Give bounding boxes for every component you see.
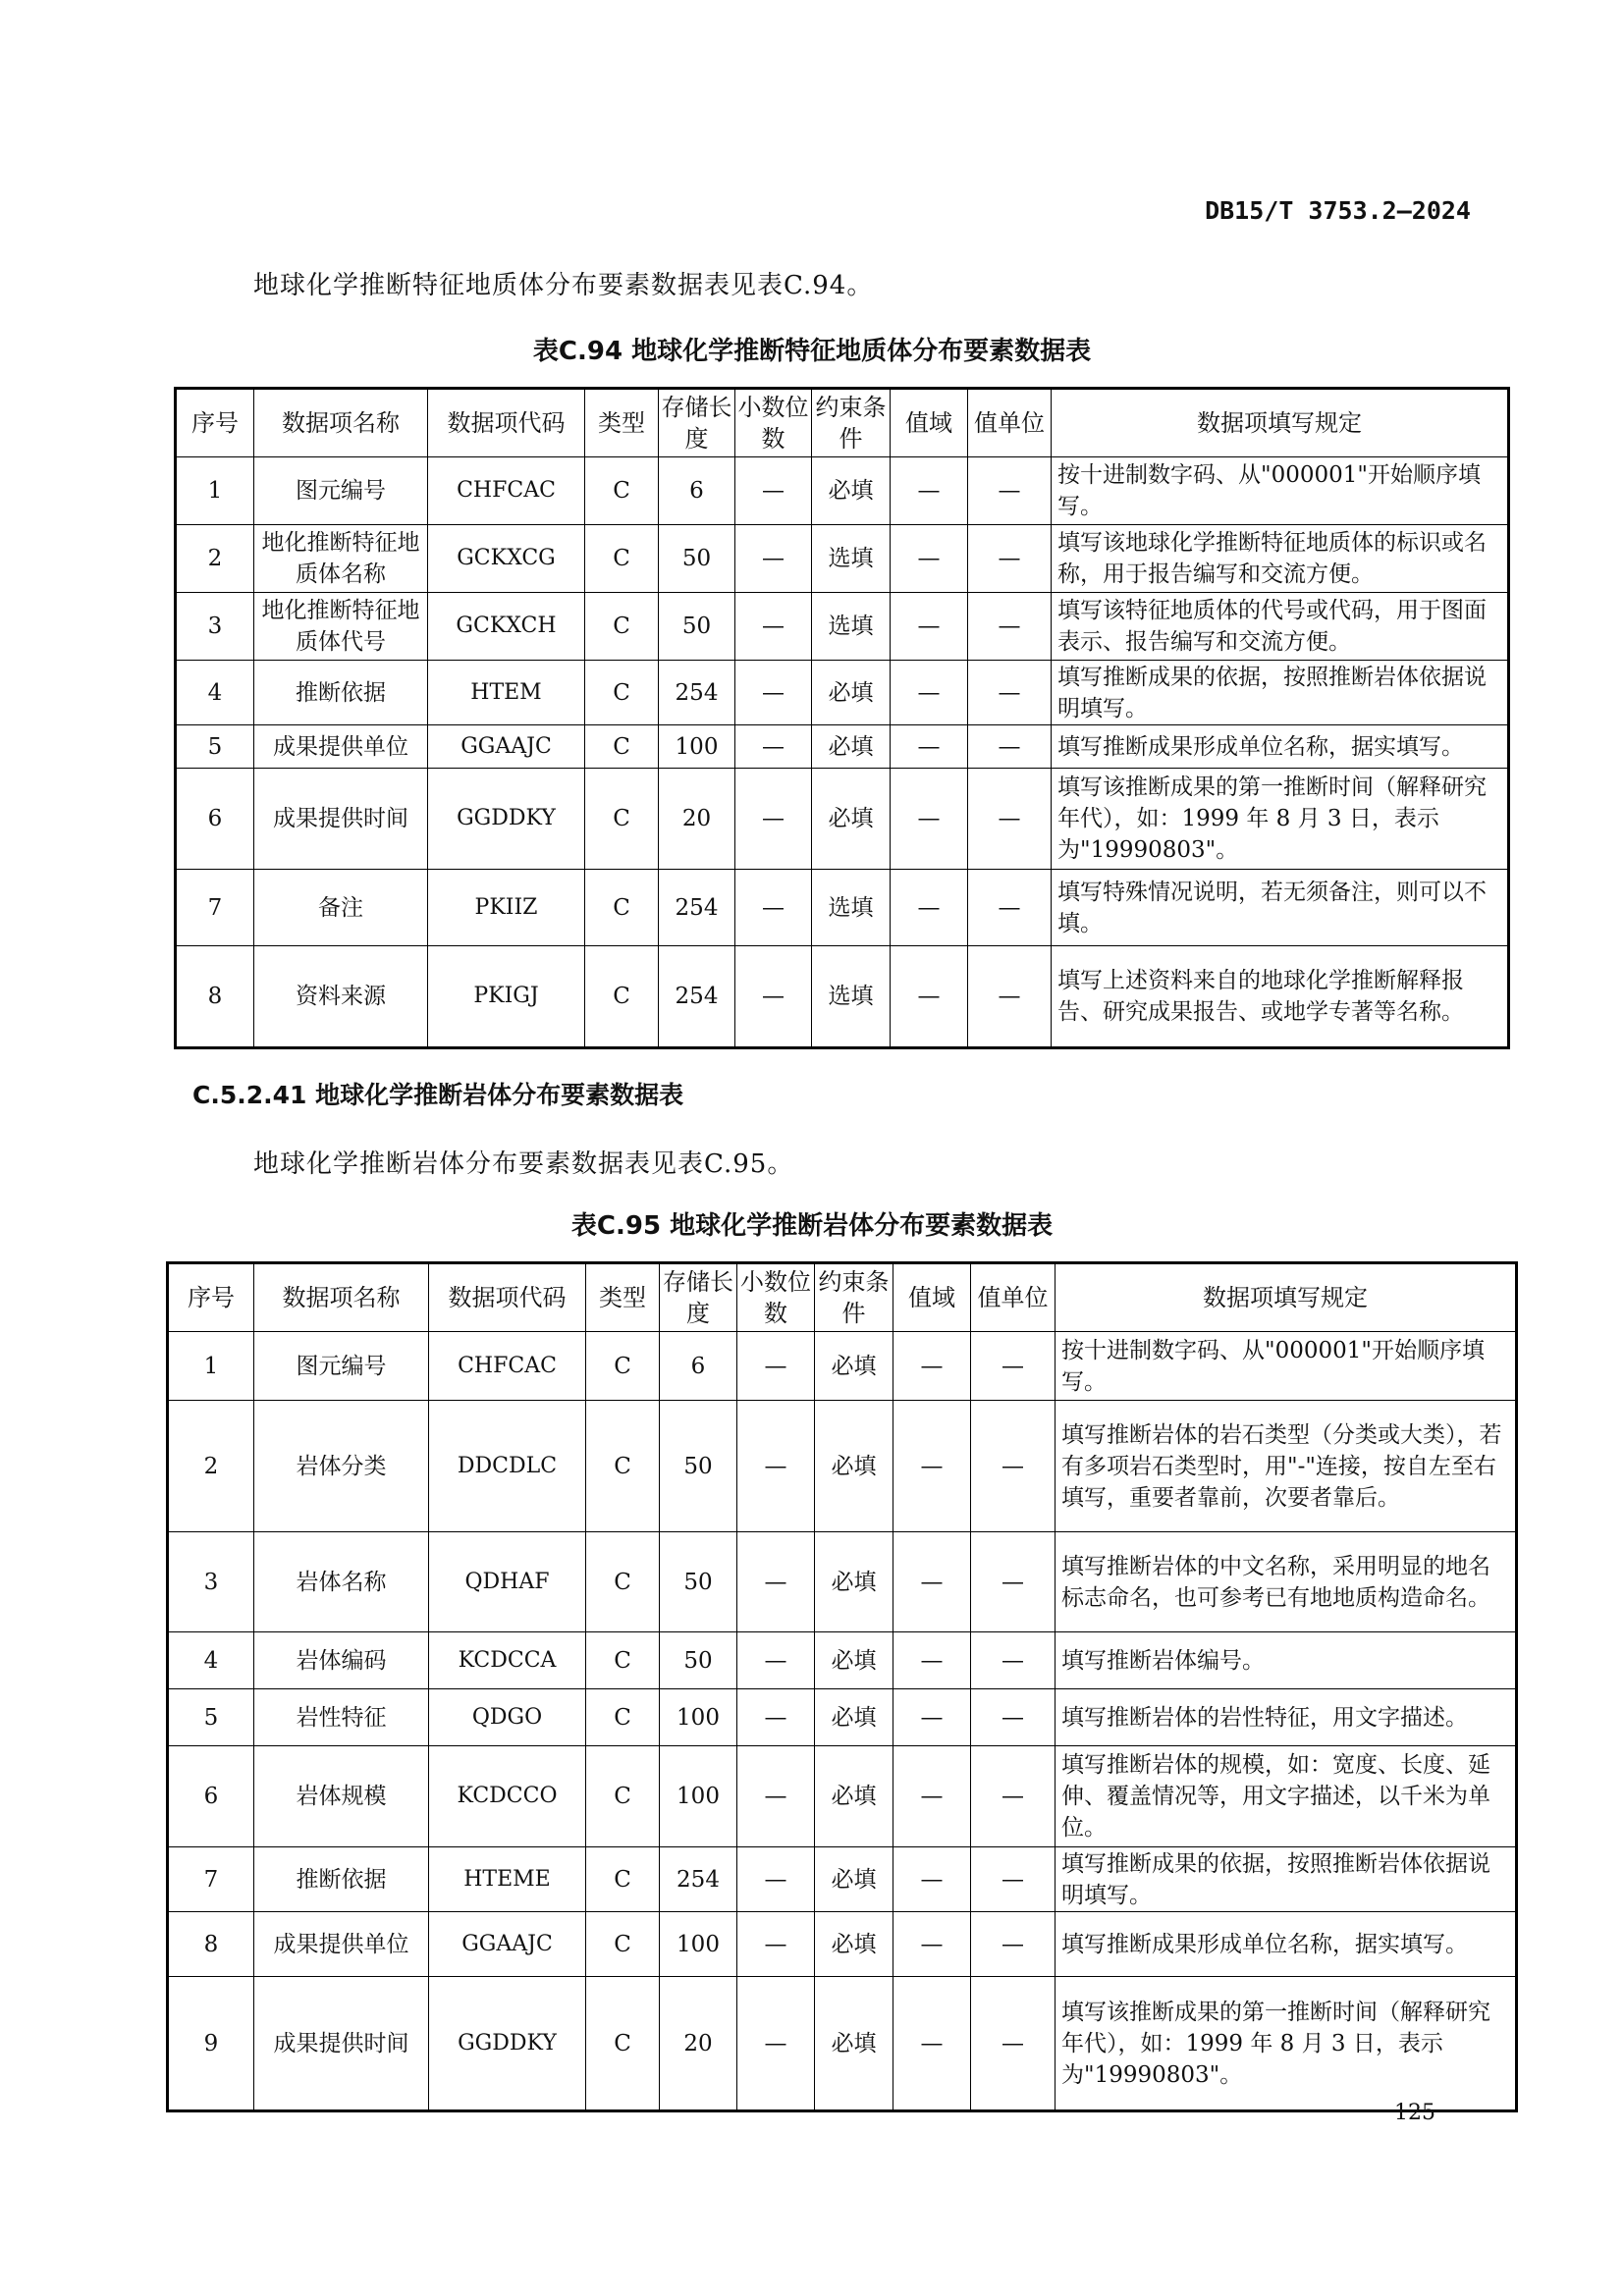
data-type: C (586, 1689, 660, 1746)
table-row (168, 1689, 1517, 1746)
header-cell: 存储长度 (659, 389, 735, 457)
value-range: — (893, 1847, 971, 1912)
item-name: 资料来源 (254, 946, 428, 1048)
storage-length: 254 (659, 946, 735, 1048)
row-number: 6 (168, 1746, 254, 1847)
constraint: 必填 (815, 1912, 893, 1977)
fill-rule: 填写特殊情况说明，若无须备注，则可以不填。 (1052, 870, 1509, 946)
fill-rule: 填写推断岩体的中文名称，采用明显的地名标志命名，也可参考已有地地质构造命名。 (1056, 1532, 1517, 1632)
header-cell: 数据项名称 (254, 389, 428, 457)
row-number: 3 (176, 593, 254, 661)
row-number: 2 (176, 525, 254, 593)
header-cell: 约束条件 (815, 1263, 893, 1332)
data-type: C (585, 946, 659, 1048)
decimal-places: — (737, 1632, 815, 1689)
value-range: — (891, 946, 968, 1048)
value-unit: — (971, 1401, 1056, 1532)
item-code: QDHAF (429, 1532, 586, 1632)
table-row (168, 1401, 1517, 1532)
data-type: C (585, 525, 659, 593)
data-type: C (586, 1977, 660, 2111)
decimal-places: — (735, 769, 812, 870)
value-range: — (891, 769, 968, 870)
value-range: — (891, 661, 968, 725)
data-type: C (586, 1632, 660, 1689)
item-name: 岩性特征 (254, 1689, 429, 1746)
value-range: — (893, 1977, 971, 2111)
data-type: C (586, 1746, 660, 1847)
value-range: — (893, 1746, 971, 1847)
row-number: 5 (168, 1689, 254, 1746)
table-row (176, 525, 1509, 593)
header-cell: 值域 (891, 389, 968, 457)
row-number: 1 (176, 457, 254, 525)
decimal-places: — (737, 1746, 815, 1847)
data-type: C (585, 593, 659, 661)
table-row (176, 946, 1509, 1048)
table-row (168, 1746, 1517, 1847)
item-name: 岩体分类 (254, 1401, 429, 1532)
item-name: 成果提供时间 (254, 1977, 429, 2111)
decimal-places: — (735, 525, 812, 593)
value-unit: — (968, 593, 1052, 661)
item-code: KCDCCA (429, 1632, 586, 1689)
constraint: 必填 (815, 1746, 893, 1847)
item-code: GGDDKY (428, 769, 585, 870)
storage-length: 6 (660, 1332, 737, 1401)
value-range: — (891, 525, 968, 593)
header-cell: 小数位数 (735, 389, 812, 457)
fill-rule: 填写该推断成果的第一推断时间（解释研究年代），如：1999 年 8 月 3 日，表示为"19990803"。 (1052, 769, 1509, 870)
value-range: — (891, 457, 968, 525)
data-type: C (586, 1847, 660, 1912)
intro-paragraph-c95: 地球化学推断岩体分布要素数据表见表C.95。 (253, 1149, 794, 1179)
decimal-places: — (737, 1847, 815, 1912)
storage-length: 100 (660, 1912, 737, 1977)
table-row (168, 1847, 1517, 1912)
row-number: 7 (176, 870, 254, 946)
value-range: — (893, 1532, 971, 1632)
header-cell: 数据项代码 (429, 1263, 586, 1332)
table-c94 (174, 387, 1510, 1049)
value-range: — (893, 1689, 971, 1746)
fill-rule: 填写上述资料来自的地球化学推断解释报告、研究成果报告、或地学专著等名称。 (1052, 946, 1509, 1048)
value-unit: — (968, 870, 1052, 946)
storage-length: 50 (660, 1632, 737, 1689)
fill-rule: 填写推断岩体编号。 (1056, 1632, 1517, 1689)
decimal-places: — (737, 1977, 815, 2111)
value-range: — (893, 1332, 971, 1401)
data-type: C (585, 870, 659, 946)
fill-rule: 填写推断岩体的岩性特征，用文字描述。 (1056, 1689, 1517, 1746)
constraint: 选填 (812, 525, 891, 593)
table-row (168, 1912, 1517, 1977)
decimal-places: — (735, 725, 812, 769)
table-row (176, 457, 1509, 525)
value-unit: — (971, 1912, 1056, 1977)
decimal-places: — (737, 1689, 815, 1746)
fill-rule: 填写推断成果形成单位名称，据实填写。 (1052, 725, 1509, 769)
header-cell: 序号 (168, 1263, 254, 1332)
storage-length: 50 (659, 593, 735, 661)
value-unit: — (968, 769, 1052, 870)
value-unit: — (971, 1689, 1056, 1746)
decimal-places: — (735, 593, 812, 661)
fill-rule: 填写该特征地质体的代号或代码，用于图面表示、报告编写和交流方便。 (1052, 593, 1509, 661)
item-name: 推断依据 (254, 1847, 429, 1912)
item-code: KCDCCO (429, 1746, 586, 1847)
table-row (168, 1532, 1517, 1632)
storage-length: 6 (659, 457, 735, 525)
data-type: C (585, 769, 659, 870)
item-code: GCKXCG (428, 525, 585, 593)
item-name: 岩体编码 (254, 1632, 429, 1689)
item-code: CHFCAC (428, 457, 585, 525)
constraint: 必填 (815, 1632, 893, 1689)
row-number: 4 (176, 661, 254, 725)
item-name: 成果提供单位 (254, 725, 428, 769)
header-cell: 类型 (585, 389, 659, 457)
constraint: 必填 (815, 1689, 893, 1746)
fill-rule: 填写该地球化学推断特征地质体的标识或名称，用于报告编写和交流方便。 (1052, 525, 1509, 593)
row-number: 3 (168, 1532, 254, 1632)
item-code: PKIIZ (428, 870, 585, 946)
constraint: 必填 (815, 1532, 893, 1632)
decimal-places: — (735, 870, 812, 946)
constraint: 选填 (812, 946, 891, 1048)
value-unit: — (971, 1632, 1056, 1689)
constraint: 必填 (812, 725, 891, 769)
table-c95-title: 表C.95 地球化学推断岩体分布要素数据表 (570, 1211, 1054, 1241)
table-row (176, 870, 1509, 946)
item-name: 地化推断特征地质体名称 (254, 525, 428, 593)
item-code: HTEM (428, 661, 585, 725)
item-code: GGAAJC (429, 1912, 586, 1977)
storage-length: 100 (660, 1746, 737, 1847)
value-unit: — (968, 457, 1052, 525)
value-unit: — (968, 946, 1052, 1048)
storage-length: 50 (660, 1532, 737, 1632)
fill-rule: 填写推断成果的依据，按照推断岩体依据说明填写。 (1052, 661, 1509, 725)
storage-length: 50 (659, 525, 735, 593)
decimal-places: — (735, 661, 812, 725)
table-header-row (168, 1263, 1517, 1332)
decimal-places: — (735, 946, 812, 1048)
row-number: 4 (168, 1632, 254, 1689)
item-code: GCKXCH (428, 593, 585, 661)
value-unit: — (971, 1332, 1056, 1401)
decimal-places: — (737, 1532, 815, 1632)
data-type: C (586, 1912, 660, 1977)
fill-rule: 填写推断岩体的岩石类型（分类或大类），若有多项岩石类型时，用"-"连接，按自左至右填写，重要者靠前，次要者靠后。 (1056, 1401, 1517, 1532)
value-range: — (891, 593, 968, 661)
row-number: 8 (176, 946, 254, 1048)
constraint: 选填 (812, 593, 891, 661)
item-code: GGAAJC (428, 725, 585, 769)
data-type: C (586, 1532, 660, 1632)
data-type: C (586, 1401, 660, 1532)
table-row (176, 769, 1509, 870)
value-range: — (891, 870, 968, 946)
fill-rule: 填写推断成果形成单位名称，据实填写。 (1056, 1912, 1517, 1977)
value-unit: — (971, 1847, 1056, 1912)
document-code: DB15/T 3753.2—2024 (1205, 196, 1471, 225)
header-cell: 存储长度 (660, 1263, 737, 1332)
value-unit: — (968, 525, 1052, 593)
item-name: 成果提供时间 (254, 769, 428, 870)
storage-length: 254 (659, 661, 735, 725)
table-c95 (166, 1261, 1518, 2112)
fill-rule: 填写推断岩体的规模，如：宽度、长度、延伸、覆盖情况等，用文字描述，以千米为单位。 (1056, 1746, 1517, 1847)
value-range: — (891, 725, 968, 769)
header-cell: 序号 (176, 389, 254, 457)
table-row (168, 1632, 1517, 1689)
header-cell: 值单位 (971, 1263, 1056, 1332)
header-cell: 数据项填写规定 (1052, 389, 1509, 457)
constraint: 必填 (815, 1332, 893, 1401)
intro-paragraph-c94: 地球化学推断特征地质体分布要素数据表见表C.94。 (253, 271, 874, 300)
item-code: CHFCAC (429, 1332, 586, 1401)
item-code: GGDDKY (429, 1977, 586, 2111)
item-name: 推断依据 (254, 661, 428, 725)
storage-length: 20 (660, 1977, 737, 2111)
constraint: 必填 (815, 1847, 893, 1912)
header-cell: 值单位 (968, 389, 1052, 457)
table-row (176, 593, 1509, 661)
item-code: DDCDLC (429, 1401, 586, 1532)
item-code: PKIGJ (428, 946, 585, 1048)
storage-length: 254 (659, 870, 735, 946)
item-name: 图元编号 (254, 1332, 429, 1401)
item-name: 备注 (254, 870, 428, 946)
storage-length: 50 (660, 1401, 737, 1532)
storage-length: 254 (660, 1847, 737, 1912)
data-type: C (585, 457, 659, 525)
row-number: 1 (168, 1332, 254, 1401)
constraint: 必填 (812, 457, 891, 525)
row-number: 7 (168, 1847, 254, 1912)
page-number: 125 (1394, 2101, 1435, 2125)
value-unit: — (968, 661, 1052, 725)
header-cell: 小数位数 (737, 1263, 815, 1332)
item-code: QDGO (429, 1689, 586, 1746)
value-range: — (893, 1632, 971, 1689)
constraint: 必填 (812, 769, 891, 870)
fill-rule: 按十进制数字码、从"000001"开始顺序填写。 (1052, 457, 1509, 525)
item-name: 岩体名称 (254, 1532, 429, 1632)
table-row (176, 725, 1509, 769)
row-number: 5 (176, 725, 254, 769)
table-row (168, 1977, 1517, 2111)
decimal-places: — (735, 457, 812, 525)
decimal-places: — (737, 1912, 815, 1977)
table-header-row (176, 389, 1509, 457)
storage-length: 100 (660, 1689, 737, 1746)
item-name: 岩体规模 (254, 1746, 429, 1847)
header-cell: 数据项代码 (428, 389, 585, 457)
item-name: 地化推断特征地质体代号 (254, 593, 428, 661)
constraint: 必填 (815, 1977, 893, 2111)
fill-rule: 填写该推断成果的第一推断时间（解释研究年代），如：1999 年 8 月 3 日，表示为"19990803"。 (1056, 1977, 1517, 2111)
table-row (176, 661, 1509, 725)
header-cell: 数据项填写规定 (1056, 1263, 1517, 1332)
item-name: 成果提供单位 (254, 1912, 429, 1977)
header-cell: 约束条件 (812, 389, 891, 457)
table-row (168, 1332, 1517, 1401)
storage-length: 20 (659, 769, 735, 870)
row-number: 9 (168, 1977, 254, 2111)
storage-length: 100 (659, 725, 735, 769)
row-number: 8 (168, 1912, 254, 1977)
value-unit: — (968, 725, 1052, 769)
row-number: 2 (168, 1401, 254, 1532)
item-code: HTEME (429, 1847, 586, 1912)
decimal-places: — (737, 1332, 815, 1401)
decimal-places: — (737, 1401, 815, 1532)
data-type: C (585, 661, 659, 725)
constraint: 选填 (812, 870, 891, 946)
header-cell: 数据项名称 (254, 1263, 429, 1332)
value-range: — (893, 1912, 971, 1977)
value-range: — (893, 1401, 971, 1532)
section-heading: C.5.2.41 地球化学推断岩体分布要素数据表 (192, 1081, 684, 1109)
value-unit: — (971, 1532, 1056, 1632)
constraint: 必填 (815, 1401, 893, 1532)
value-unit: — (971, 1746, 1056, 1847)
constraint: 必填 (812, 661, 891, 725)
data-type: C (586, 1332, 660, 1401)
data-type: C (585, 725, 659, 769)
table-c94-title: 表C.94 地球化学推断特征地质体分布要素数据表 (532, 337, 1092, 366)
header-cell: 类型 (586, 1263, 660, 1332)
header-cell: 值域 (893, 1263, 971, 1332)
fill-rule: 按十进制数字码、从"000001"开始顺序填写。 (1056, 1332, 1517, 1401)
fill-rule: 填写推断成果的依据，按照推断岩体依据说明填写。 (1056, 1847, 1517, 1912)
value-unit: — (971, 1977, 1056, 2111)
row-number: 6 (176, 769, 254, 870)
item-name: 图元编号 (254, 457, 428, 525)
